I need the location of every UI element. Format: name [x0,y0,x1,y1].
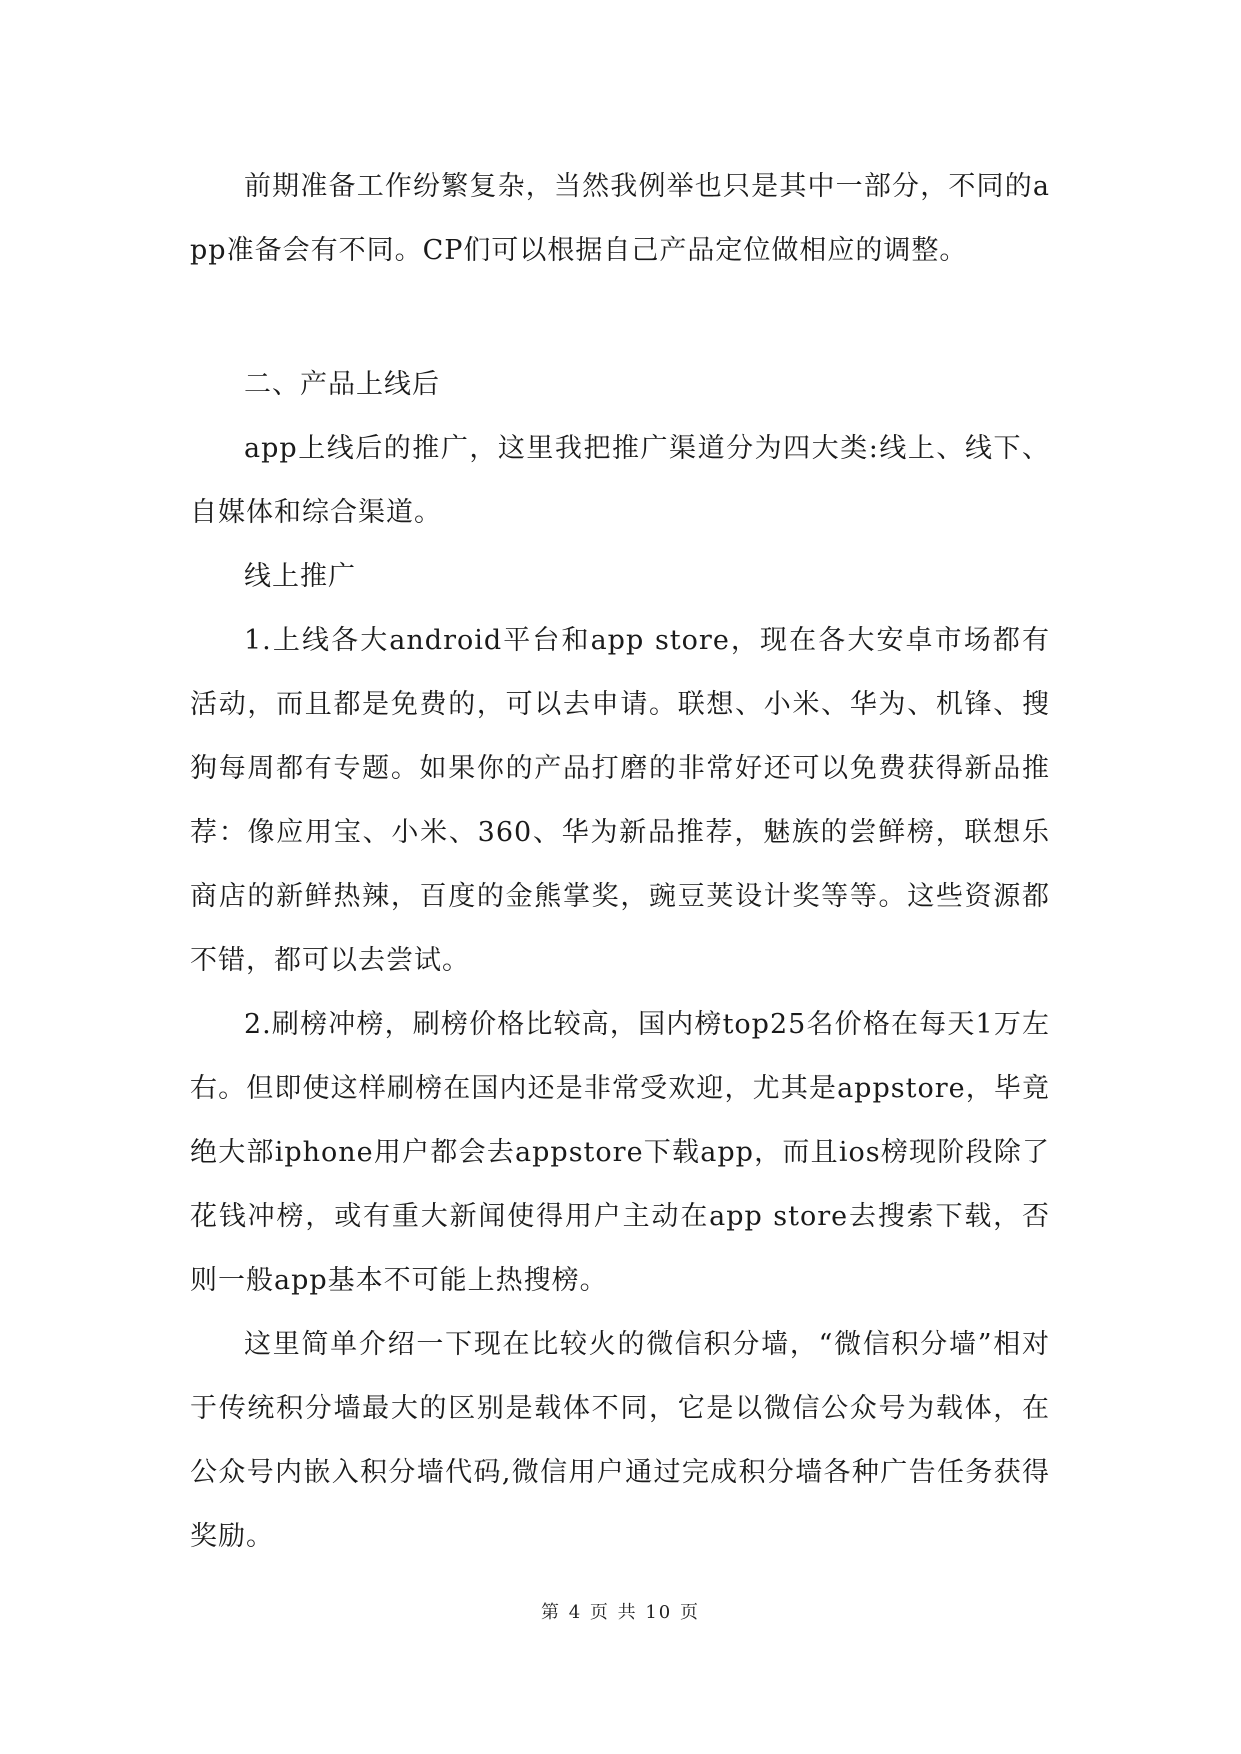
paragraph-item-1-app-markets: 1.上线各大android平台和app store，现在各大安卓市场都有活动，而且都是免费的，可以去申请。联想、小米、华为、机锋、搜狗每周都有专题。如果你的产品打磨的非常好还可以免费获得新品推荐：像应用宝、小米、360、华为新品推荐，魅族的尝鲜榜，联想乐商店的新鲜热辣，百度的金熊掌奖，豌豆荚设计奖等等。这些资源都不错，都可以去尝试。 [190,625,1050,976]
paragraph-wechat-offerwall: 这里简单介绍一下现在比较火的微信积分墙，“微信积分墙”相对于传统积分墙最大的区别是载体不同，它是以微信公众号为载体，在公众号内嵌入积分墙代码,微信用户通过完成积分墙各种广告任务获得奖励。 [190,1329,1050,1552]
paragraph-item-2-ranking: 2.刷榜冲榜，刷榜价格比较高，国内榜top25名价格在每天1万左右。但即使这样刷榜在国内还是非常受欢迎，尤其是appstore，毕竟绝大部iphone用户都会去appstore下载app，而且ios榜现阶段除了花钱冲榜，或有重大新闻使得用户主动在app store去搜索下载，否则一般app基本不可能上热搜榜。 [190,1009,1050,1296]
paragraph-promotion-channels: app上线后的推广，这里我把推广渠道分为四大类:线上、线下、自媒体和综合渠道。 [190,433,1050,528]
paragraph-preparation-summary: 前期准备工作纷繁复杂，当然我例举也只是其中一部分，不同的app准备会有不同。CP们可以根据自己产品定位做相应的调整。 [190,171,1050,266]
page-footer: 第 4 页 共 10 页 [541,1602,700,1623]
section-heading-after-launch: 二、产品上线后 [244,369,440,400]
document-body [190,155,1050,1569]
subheading-online-promotion: 线上推广 [244,561,356,592]
